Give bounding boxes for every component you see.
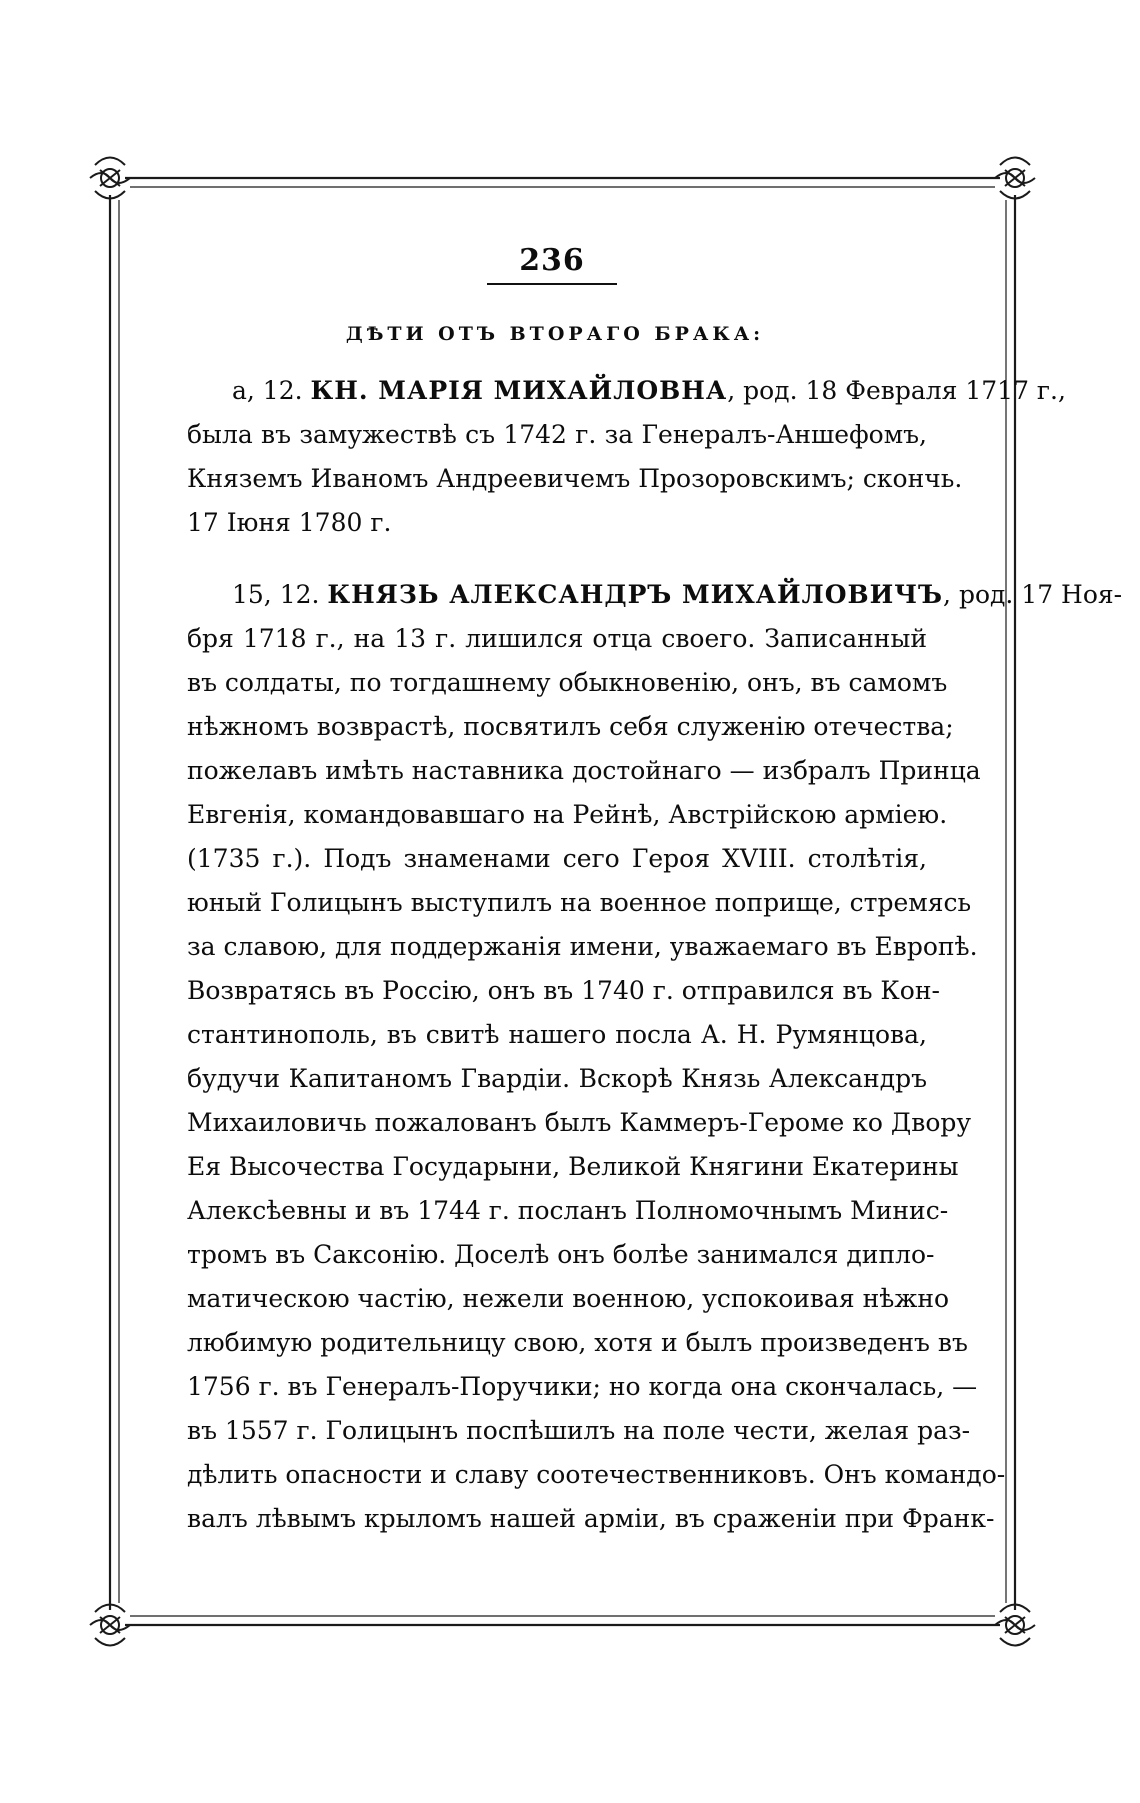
entry-name: КНЯЗЬ АЛЕКСАНДРЪ МИХАЙЛОВИЧЪ <box>327 580 944 609</box>
text-line: юный Голицынъ выступилъ на военное поприще, стремясь <box>187 888 972 917</box>
text-line: была въ замужествѣ съ 1742 г. за Генералъ-Аншефомъ, <box>187 420 927 449</box>
page-number: 236 <box>519 243 585 278</box>
entry-first-line-tail: , род. 18 Февраля 1717 г., <box>727 376 1066 405</box>
corner-ornament-bottom-left <box>90 1605 130 1646</box>
text-line: Евгенія, командовавшаго на Рейнѣ, Австрійскою арміею. <box>187 800 948 829</box>
entry-alexander <box>187 573 1123 1541</box>
text-line: любимую родительницу свою, хотя и былъ произведенъ въ <box>187 1328 968 1357</box>
entry-name: КН. МАРІЯ МИХАЙЛОВНА <box>310 376 728 405</box>
corner-ornament-top-left <box>90 158 130 199</box>
text-line: Княземъ Иваномъ Андреевичемъ Прозоровскимъ; скончь. <box>187 464 963 493</box>
text-line: пожелавъ имѣть наставника достойнаго — избралъ Принца <box>187 756 981 785</box>
text-line: матическою частію, нежели военною, успокоивая нѣжно <box>187 1284 950 1313</box>
text-line: валъ лѣвымъ крыломъ нашей арміи, въ сраженіи при Франк- <box>187 1504 995 1533</box>
entry-number: 15, 12. <box>232 580 320 609</box>
text-line: Михаиловичь пожалованъ былъ Каммеръ-Героме ко Двору <box>187 1108 972 1137</box>
entry-first-line-tail: , род. 17 Ноя- <box>943 580 1123 609</box>
text-line: 1756 г. въ Генералъ-Поручики; но когда она скончалась, — <box>187 1372 978 1401</box>
text-line: стантинополь, въ свитѣ нашего посла А. Н. Румянцова, <box>187 1020 927 1049</box>
text-line: бря 1718 г., на 13 г. лишился отца своего. Записанный <box>187 624 927 653</box>
text-line: 17 Іюня 1780 г. <box>187 508 392 537</box>
text-line: въ солдаты, по тогдашнему обыкновенію, онъ, въ самомъ <box>187 668 948 697</box>
entry-first-line <box>187 369 1066 413</box>
text-line: въ 1557 г. Голицынъ поспѣшилъ на поле чести, желая раз- <box>187 1416 971 1445</box>
section-heading: ДѢТИ ОТЪ ВТОРАГО БРАКА: <box>345 323 765 345</box>
text-line: будучи Капитаномъ Гвардіи. Вскорѣ Князь Александръ <box>187 1064 927 1093</box>
entry-number: а, 12. <box>232 376 303 405</box>
entry-first-line <box>187 573 1123 617</box>
corner-ornament-top-right <box>995 158 1035 199</box>
text-line: нѣжномъ возврастѣ, посвятилъ себя служенію отечества; <box>187 712 954 741</box>
text-line: (1735 г.). Подъ знаменами сего Героя XVIII. столѣтія, <box>187 844 927 873</box>
page-number-rule <box>487 283 617 285</box>
entry-maria <box>187 369 1066 545</box>
text-line: Ея Высочества Государыни, Великой Княгини Екатерины <box>187 1152 959 1181</box>
text-line: дѣлить опасности и славу соотечественниковъ. Онъ командо- <box>187 1460 1006 1489</box>
text-line: за славою, для поддержанія имени, уважаемаго въ Европѣ. <box>187 932 978 961</box>
text-line: Алексѣевны и въ 1744 г. посланъ Полномочнымъ Минис- <box>187 1196 949 1225</box>
text-line: Возвратясь въ Россію, онъ въ 1740 г. отправился въ Кон- <box>187 976 940 1005</box>
text-line: тромъ въ Саксонію. Доселѣ онъ болѣе занимался дипло- <box>187 1240 935 1269</box>
corner-ornament-bottom-right <box>995 1605 1035 1646</box>
